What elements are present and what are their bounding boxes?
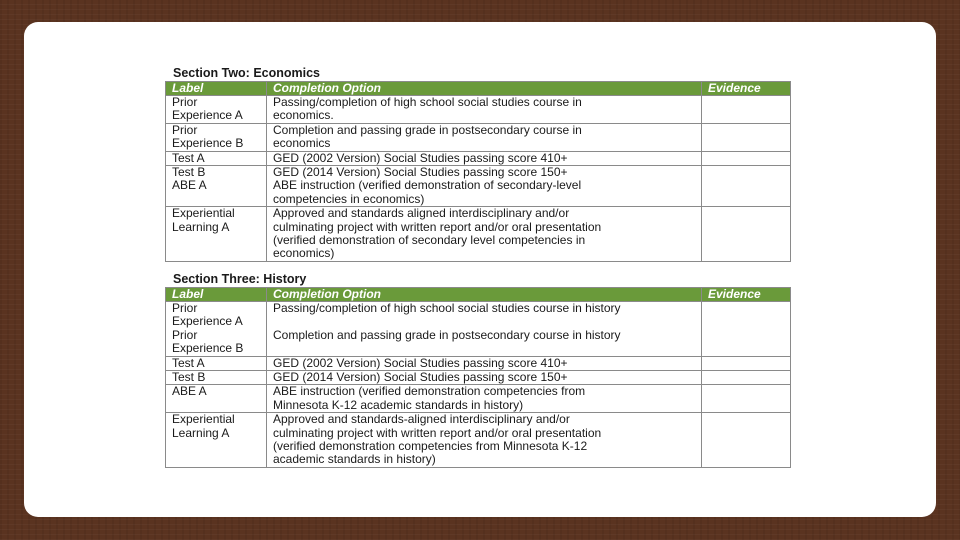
table-row [166,371,791,385]
row-evidence [702,96,791,124]
row-option: Approved and standards-aligned interdisciplinary and/or culminating project with written report and/or oral presentation (verified demonstration competencies from Minnesota K-12 academic standards in history) [267,413,702,468]
row-option: ABE instruction (verified demonstration competencies from Minnesota K-12 academic standards in history) [267,385,702,413]
table-row [166,96,791,124]
row-label: ABE A [166,385,267,413]
table-row [166,356,791,370]
header-evidence: Evidence [702,82,791,96]
table-header-row [166,288,791,302]
row-evidence [702,151,791,165]
row-label: Experiential Learning A [166,207,267,262]
history-table [165,287,791,468]
table-header-row [166,82,791,96]
header-completion-option: Completion Option [267,82,702,96]
table-row [166,123,791,151]
section-economics [165,66,790,262]
row-evidence [702,385,791,413]
row-evidence [702,413,791,468]
row-evidence [702,123,791,151]
row-evidence [702,302,791,357]
row-label: Test A [166,356,267,370]
row-option: Completion and passing grade in postsecondary course in economics [267,123,702,151]
row-option: Passing/completion of high school social studies course in history Completion and passing grade in postsecondary course in history [267,302,702,357]
table-row [166,151,791,165]
row-label: Test B ABE A [166,166,267,207]
row-evidence [702,166,791,207]
header-evidence: Evidence [702,288,791,302]
table-row [166,413,791,468]
table-row [166,385,791,413]
header-label: Label [166,82,267,96]
section-title: Section Two: Economics [173,66,321,80]
row-evidence [702,371,791,385]
economics-table [165,81,791,262]
row-label: Test B [166,371,267,385]
section-title: Section Three: History [173,272,307,286]
table-row [166,302,791,357]
row-label: Experiential Learning A [166,413,267,468]
row-label: Prior Experience A [166,96,267,124]
row-label: Prior Experience A Prior Experience B [166,302,267,357]
row-option: GED (2002 Version) Social Studies passing score 410+ [267,151,702,165]
row-option: GED (2014 Version) Social Studies passing score 150+ ABE instruction (verified demonstration of secondary-level competencies in economics) [267,166,702,207]
row-evidence [702,356,791,370]
table-row [166,207,791,262]
section-history [165,272,790,468]
row-label: Test A [166,151,267,165]
row-option: Passing/completion of high school social studies course in economics. [267,96,702,124]
row-evidence [702,207,791,262]
header-label: Label [166,288,267,302]
row-option: Approved and standards aligned interdisciplinary and/or culminating project with written report and/or oral presentation (verified demonstration of secondary level competencies in economics) [267,207,702,262]
row-option: GED (2002 Version) Social Studies passing score 410+ [267,356,702,370]
row-option: GED (2014 Version) Social Studies passing score 150+ [267,371,702,385]
row-label: Prior Experience B [166,123,267,151]
header-completion-option: Completion Option [267,288,702,302]
table-row [166,166,791,207]
